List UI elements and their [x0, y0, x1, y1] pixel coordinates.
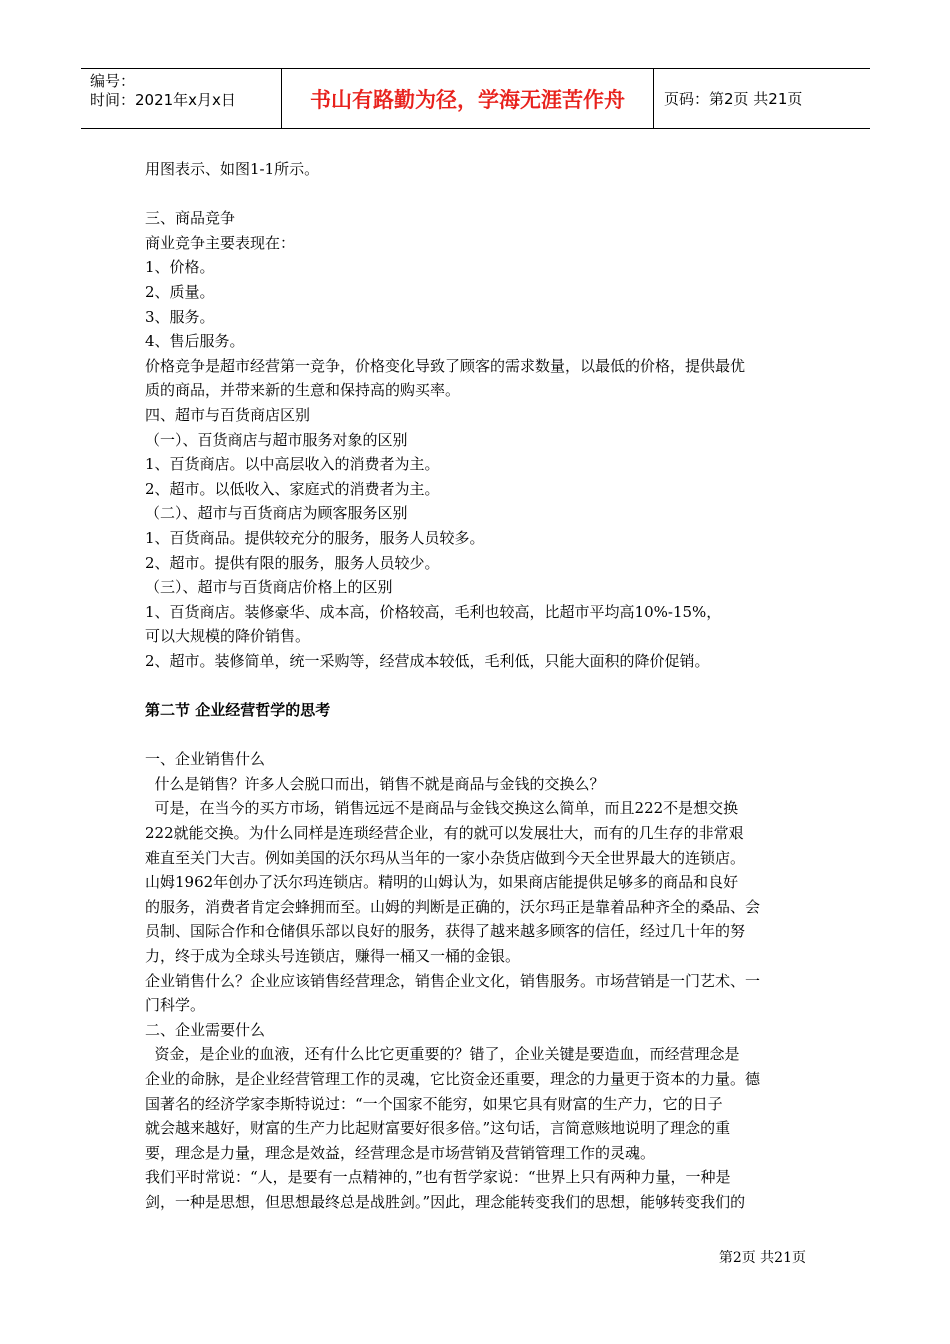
header-page-code: 页码：第2页 共21页 — [664, 90, 803, 108]
body-line: 力，终于成为全球头号连锁店，赚得一桶又一桶的金银。 — [145, 947, 521, 965]
body-line: 可是，在当今的买方市场，销售远远不是商品与金钱交换这么简单，而且222不是想交换 — [145, 799, 739, 818]
body-line: 门科学。 — [145, 996, 206, 1015]
document-body — [145, 157, 810, 1215]
body-line: 员制、国际合作和仓储俱乐部以良好的服务，获得了越来越多顾客的信任，经过几十年的努 — [145, 922, 746, 941]
subsection-heading: （一）、百货商店与超市服务对象的区别 — [145, 430, 408, 449]
list-item: 3、服务。 — [145, 307, 215, 326]
blank-line — [145, 673, 810, 698]
body-line: 什么是销售？许多人会脱口而出，销售不就是商品与金钱的交换么？ — [145, 774, 605, 793]
body-line: 价格竞争是超市经营第一竞争，价格变化导致了顾客的需求数量，以最低的价格，提供最优 — [145, 356, 746, 375]
body-line: 企业的命脉，是企业经营管理工作的灵魂，它比资金还重要，理念的力量更于资本的力量。德 — [145, 1069, 761, 1088]
body-line: 用图表示、如图1-1所示。 — [145, 160, 320, 178]
list-item: 1、价格。 — [145, 258, 215, 277]
body-line: 可以大规模的降价销售。 — [145, 627, 311, 646]
body-line: 难直至关门大吉。例如美国的沃尔玛从当年的一家小杂货店做到今天全世界最大的连锁店。 — [145, 848, 746, 867]
subsection-heading: （二）、超市与百货商店为顾客服务区别 — [145, 504, 408, 523]
list-item: 2、质量。 — [145, 282, 215, 301]
body-line: 要，理念是力量，理念是效益，经营理念是市场营销及营销管理工作的灵魂。 — [145, 1143, 656, 1162]
page-header — [81, 68, 870, 129]
body-line: 的服务，消费者肯定会蜂拥而至。山姆的判断是正确的，沃尔玛正是靠着品种齐全的桑品、会 — [145, 897, 761, 916]
body-line: 质的商品，并带来新的生意和保持高的购买率。 — [145, 381, 461, 400]
chapter-section-title: 第二节 企业经营哲学的思考 — [145, 701, 331, 720]
section-heading: 二、企业需要什么 — [145, 1020, 266, 1039]
body-line: 企业销售什么？企业应该销售经营理念，销售企业文化，销售服务。市场营销是一门艺术、一 — [145, 971, 761, 990]
subsection-heading: （三）、超市与百货商店价格上的区别 — [145, 578, 393, 597]
section-heading: 一、企业销售什么 — [145, 750, 266, 769]
list-item: 2、超市。装修简单，统一采购等，经营成本较低，毛利低，只能大面积的降价促销。 — [145, 651, 710, 670]
list-item: 2、超市。以低收入、家庭式的消费者为主。 — [145, 479, 440, 498]
doc-time-label: 时间：2021年x月x日 — [90, 91, 236, 109]
list-item: 2、超市。提供有限的服务，服务人员较少。 — [145, 553, 440, 572]
section-heading: 四、超市与百货商店区别 — [145, 405, 311, 424]
body-line: 就会越来越好，财富的生产力比起财富要好很多倍。”这句话，言简意赅地说明了理念的重 — [145, 1119, 731, 1138]
header-motto: 书山有路勤为径，学海无涯苦作舟 — [282, 69, 654, 128]
header-meta — [81, 69, 282, 128]
section-heading: 三、商品竞争 — [145, 209, 236, 228]
list-item: 1、百货商店。装修豪华、成本高，价格较高，毛利也较高，比超市平均高10%-15%， — [145, 602, 722, 621]
list-item: 4、售后服务。 — [145, 332, 245, 351]
body-line: 山姆1962年创办了沃尔玛连锁店。精明的山姆认为，如果商店能提供足够多的商品和良好 — [145, 873, 739, 892]
doc-number-label: 编号： — [90, 72, 136, 90]
body-line: 222就能交换。为什么同样是连琐经营企业，有的就可以发展壮大，而有的几生存的非常艰 — [145, 824, 744, 843]
body-line: 剑，一种是思想，但思想最终总是战胜剑。”因此，理念能转变我们的思想，能够转变我们的 — [145, 1192, 746, 1211]
blank-line — [145, 723, 810, 748]
list-item: 1、百货商店。以中高层收入的消费者为主。 — [145, 455, 440, 474]
body-line: 国著名的经济学家李斯特说过：“一个国家不能穷，如果它具有财富的生产力，它的日子 — [145, 1094, 723, 1113]
body-line: 我们平时常说：“人，是要有一点精神的，”也有哲学家说：“世界上只有两种力量，一种是 — [145, 1168, 731, 1187]
list-item: 1、百货商品。提供较充分的服务，服务人员较多。 — [145, 528, 485, 547]
blank-line — [145, 182, 810, 207]
page-footer: 第2页 共21页 — [718, 1250, 806, 1266]
body-line: 资金，是企业的血液，还有什么比它更重要的？错了，企业关键是要造血，而经营理念是 — [145, 1045, 740, 1064]
body-line: 商业竞争主要表现在： — [145, 233, 296, 252]
